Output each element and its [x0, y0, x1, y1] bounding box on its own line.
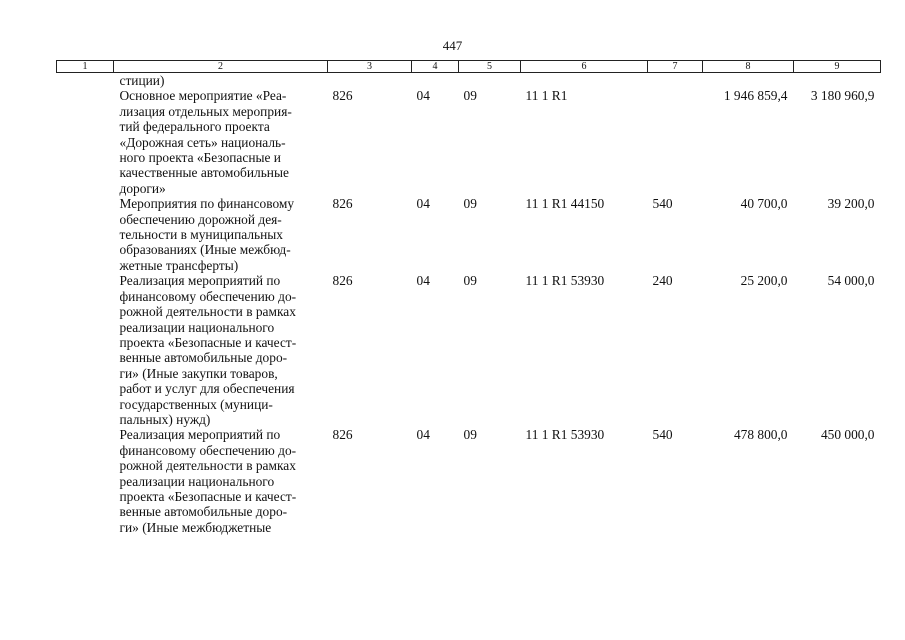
budget-table-container [56, 60, 880, 535]
subsection-code: 09 [463, 88, 477, 104]
name-line: венные автомобильные доро- [119, 350, 288, 366]
ministry-code: 826 [332, 273, 353, 289]
column-header-5: 5 [459, 61, 521, 73]
budget-table [56, 60, 881, 535]
name-line: финансовому обеспечению до- [119, 288, 297, 304]
expense-type-code: 240 [652, 273, 673, 289]
amount-column-9: 450 000,0 [820, 427, 875, 443]
continuation-row [57, 73, 881, 89]
name-line: тий федерального проекта [119, 119, 270, 135]
subsection-code: 09 [463, 273, 477, 289]
name-line: тельности в муниципальных [119, 227, 283, 243]
target-article-code: 11 1 R1 53930 [525, 427, 605, 443]
ministry-code: 826 [332, 196, 353, 212]
column-header-7: 7 [648, 61, 703, 73]
name-line: ги» (Иные межбюджетные [119, 519, 272, 535]
name-line: Мероприятия по финансовому [119, 196, 295, 212]
amount-column-9: 39 200,0 [827, 196, 875, 212]
name-line: лизация отдельных мероприя- [119, 103, 292, 119]
column-header-9: 9 [794, 61, 881, 73]
name-line: жетные трансферты) [119, 257, 239, 273]
column-header-8: 8 [703, 61, 794, 73]
name-line: рожной деятельности в рамках [119, 304, 296, 320]
name-line: финансовому обеспечению до- [119, 442, 297, 458]
subsection-code: 09 [463, 427, 477, 443]
target-article-code: 11 1 R1 53930 [525, 273, 605, 289]
page-number: 447 [442, 38, 463, 53]
name-line: образованиях (Иные межбюд- [119, 242, 291, 258]
continuation-text [114, 73, 328, 89]
name-line: государственных (муници- [119, 396, 273, 412]
column-header-4: 4 [412, 61, 459, 73]
name-line: реализации национального [119, 319, 275, 335]
name-line: пальных) нужд) [119, 411, 211, 427]
expense-type-code [648, 88, 703, 196]
table-row [57, 196, 881, 273]
amount-column-8: 25 200,0 [740, 273, 788, 289]
name-line: венные автомобильные доро- [119, 504, 288, 520]
expense-type-code: 540 [652, 427, 673, 443]
name-line: работ и услуг для обеспечения [119, 381, 295, 397]
subsection-code: 09 [463, 196, 477, 212]
column-header-2: 2 [114, 61, 328, 73]
table-row [57, 273, 881, 427]
row-name [114, 273, 328, 427]
section-code: 04 [416, 196, 430, 212]
row-name [114, 427, 328, 535]
column-header-6: 6 [521, 61, 648, 73]
name-line: проекта «Безопасные и качест- [119, 334, 297, 350]
name-line: ного проекта «Безопасные и [119, 150, 281, 166]
target-article-code: 11 1 R1 [525, 88, 568, 104]
name-line: реализации национального [119, 473, 275, 489]
ministry-code: 826 [332, 427, 353, 443]
expense-type-code: 540 [652, 196, 673, 212]
name-line: проекта «Безопасные и качест- [119, 488, 297, 504]
name-line: обеспечению дорожной дея- [119, 211, 282, 227]
column-header-1: 1 [57, 61, 114, 73]
table-row [57, 427, 881, 535]
row-name [114, 196, 328, 273]
amount-column-9: 3 180 960,9 [810, 88, 875, 104]
name-line: Основное мероприятие «Реа- [119, 88, 287, 104]
amount-column-8: 40 700,0 [740, 196, 788, 212]
section-code: 04 [416, 273, 430, 289]
name-line: ги» (Иные закупки товаров, [119, 365, 278, 381]
amount-column-9: 54 000,0 [827, 273, 875, 289]
amount-column-8: 478 800,0 [733, 427, 788, 443]
row-name [114, 88, 328, 196]
name-line: дороги» [119, 180, 166, 196]
section-code: 04 [416, 427, 430, 443]
target-article-code: 11 1 R1 44150 [525, 196, 605, 212]
ministry-code: 826 [332, 88, 353, 104]
table-row [57, 88, 881, 196]
name-line: Реализация мероприятий по [119, 273, 281, 289]
column-number-header [57, 61, 881, 73]
amount-column-8: 1 946 859,4 [723, 88, 788, 104]
name-line: «Дорожная сеть» националь- [119, 134, 286, 150]
name-line: стиции) [119, 73, 165, 88]
name-line: рожной деятельности в рамках [119, 458, 296, 474]
column-header-3: 3 [328, 61, 412, 73]
name-line: Реализация мероприятий по [119, 427, 281, 443]
section-code: 04 [416, 88, 430, 104]
name-line: качественные автомобильные [119, 165, 289, 181]
